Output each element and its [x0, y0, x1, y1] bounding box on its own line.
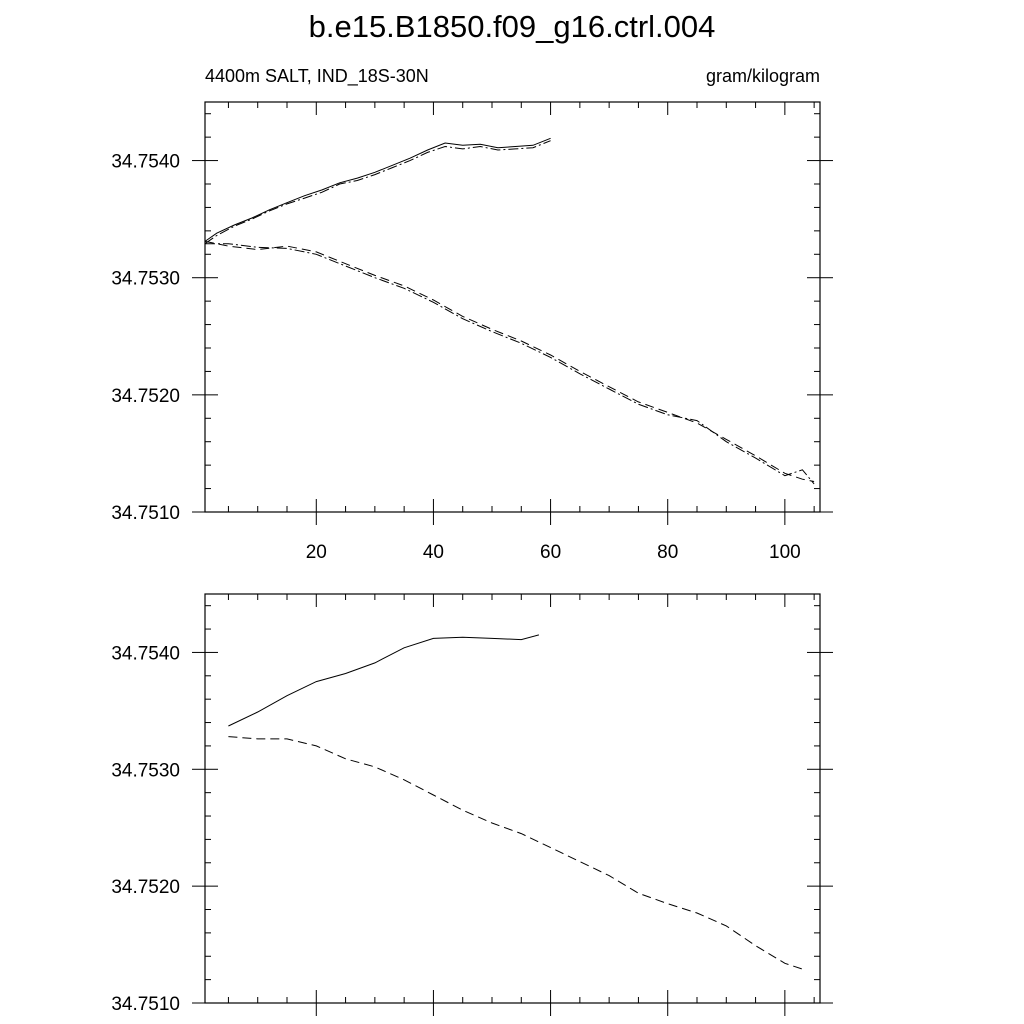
left-subtitle: 4400m SALT, IND_18S-30N	[205, 66, 429, 86]
bottom-y-tick-label: 34.7520	[111, 877, 180, 899]
bottom-series-line-1	[228, 635, 539, 726]
top-x-tick-label: 80	[657, 542, 679, 563]
bottom-y-tick-label: 34.7530	[111, 760, 180, 782]
bottom-panel	[111, 594, 833, 1016]
figure-title: b.e15.B1850.f09_g16.ctrl.004	[308, 9, 716, 44]
top-series-line-3	[205, 241, 814, 481]
top-x-tick-label: 60	[540, 542, 562, 563]
top-x-tick-label: 20	[305, 542, 327, 563]
bottom-series-line-2	[228, 737, 802, 970]
bottom-y-tick-label: 34.7510	[111, 994, 180, 1015]
top-x-tick-label: 40	[422, 542, 444, 563]
bottom-plot-frame	[205, 594, 820, 1003]
top-x-tick-label: 100	[769, 542, 801, 563]
bottom-y-tick-label: 34.7540	[111, 643, 180, 665]
top-series-line-4	[205, 244, 814, 484]
top-y-tick-label: 34.7530	[111, 268, 180, 290]
top-y-tick-label: 34.7520	[111, 385, 180, 407]
right-subtitle: gram/kilogram	[705, 66, 820, 86]
top-series-line-2	[205, 141, 551, 244]
top-series-line-1	[205, 138, 551, 241]
top-y-tick-label: 34.7510	[111, 503, 180, 524]
top-panel	[111, 102, 833, 563]
top-plot-frame	[205, 102, 820, 512]
top-y-tick-label: 34.7540	[111, 151, 180, 173]
